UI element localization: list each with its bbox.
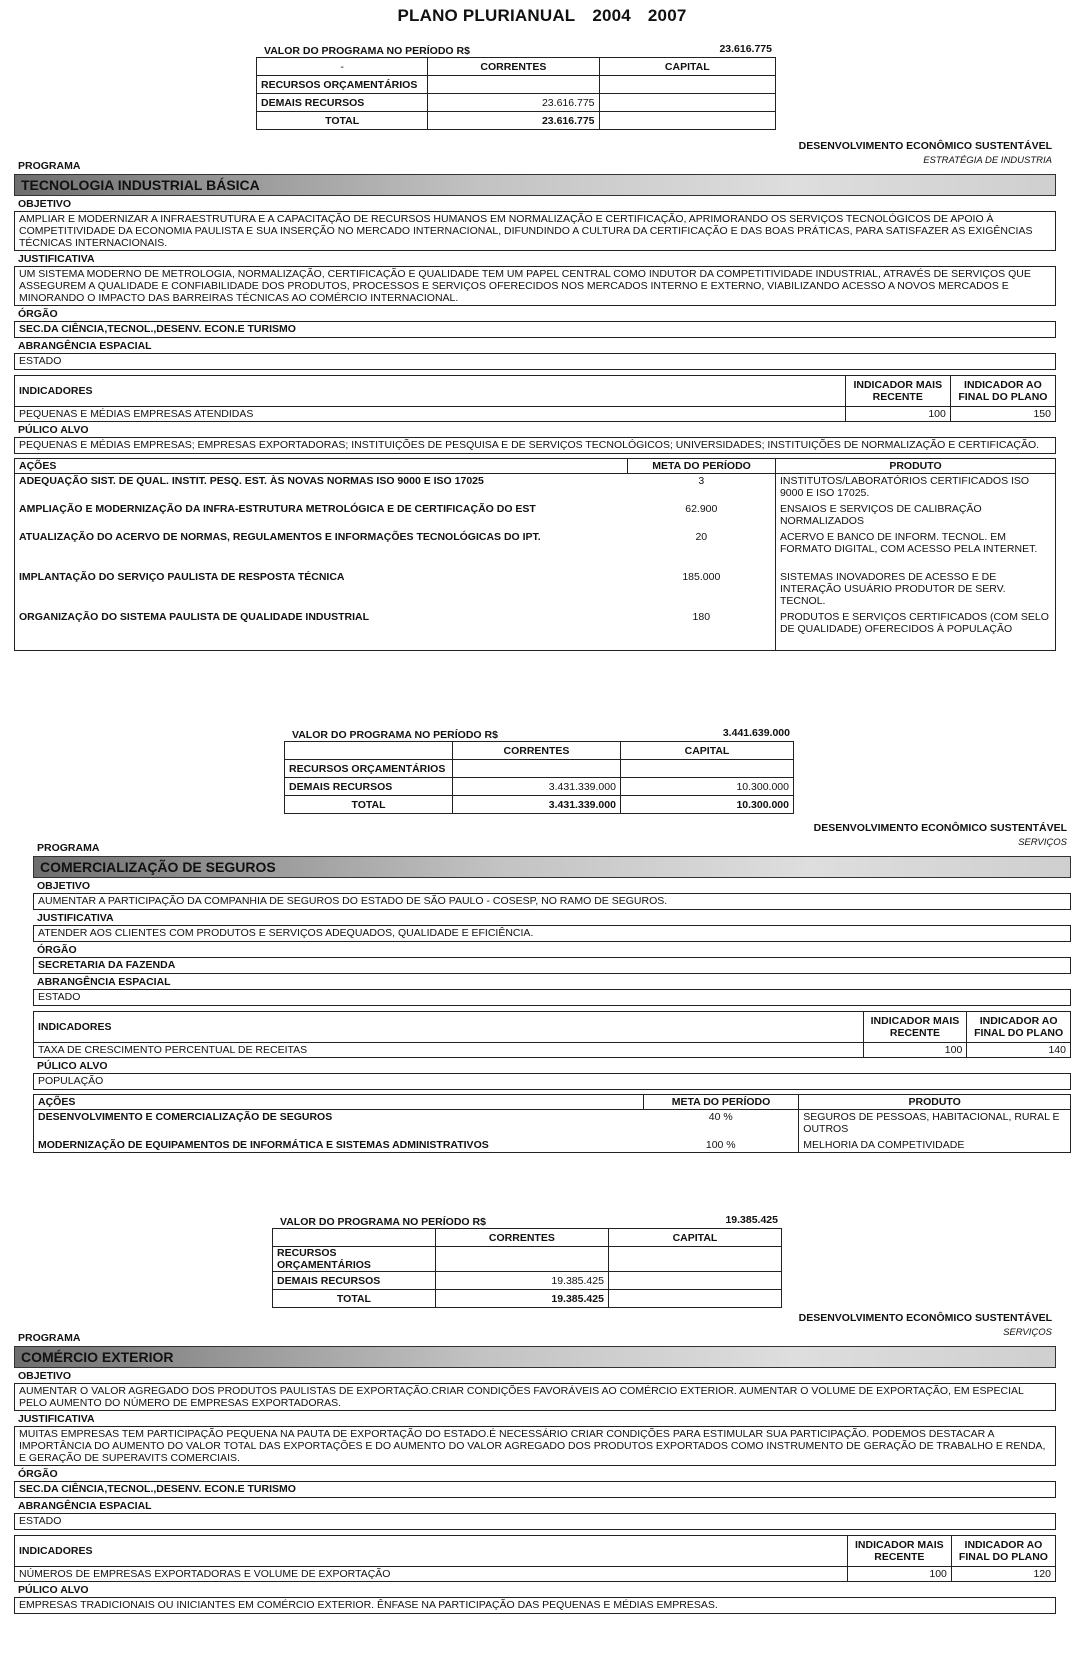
program-name-bar (14, 1346, 1056, 1368)
recursos-orcamentarios-label: RECURSOS ORÇAMENTÁRIOS (285, 760, 453, 778)
total-label: TOTAL (285, 796, 453, 814)
capital-header: CAPITAL (599, 58, 775, 76)
acao-meta: 185.000 (682, 571, 721, 583)
budget-dash (285, 742, 453, 760)
program-name: TECNOLOGIA INDUSTRIAL BÁSICA (21, 177, 260, 193)
publico-alvo-label: PÚLICO ALVO (18, 1584, 89, 1596)
program-subtheme: ESTRATÉGIA DE INDUSTRIA (923, 155, 1052, 166)
abrangencia-label: ABRANGÊNCIA ESPACIAL (18, 1500, 152, 1512)
produto-header: PRODUTO (799, 1095, 1071, 1110)
acoes-table (33, 1094, 1071, 1153)
page-title (0, 6, 1084, 26)
acao-row (15, 530, 1056, 570)
demais-recursos-label: DEMAIS RECURSOS (285, 778, 453, 796)
justificativa-text: ATENDER AOS CLIENTES COM PRODUTOS E SERVIÇOS ADEQUADOS, QUALIDADE E EFICIÊNCIA. (33, 925, 1071, 942)
indicador-recente-header: INDICADOR MAIS RECENTE (847, 1536, 951, 1567)
program-name-bar (33, 856, 1071, 878)
indicador-recente-header: INDICADOR MAIS RECENTE (863, 1012, 967, 1043)
recursos-orcamentarios-label: RECURSOS ORÇAMENTÁRIOS (273, 1247, 436, 1272)
total-capital: 10.300.000 (620, 796, 793, 814)
abrangencia-text: ESTADO (33, 989, 1071, 1006)
program-name: COMÉRCIO EXTERIOR (21, 1349, 174, 1365)
indicador-final-value: 120 (951, 1567, 1055, 1582)
program-section (14, 1312, 1056, 1614)
abrangencia-text: ESTADO (14, 1513, 1056, 1530)
program-section (14, 140, 1056, 651)
indicadores-header: INDICADORES (34, 1012, 864, 1043)
acao-produto: INSTITUTOS/LABORATÓRIOS CERTIFICADOS ISO 9000 E ISO 17025. (775, 474, 1055, 503)
correntes-header: CORRENTES (435, 1229, 608, 1247)
publico-alvo-text: POPULAÇÃO (33, 1073, 1071, 1090)
correntes-header: CORRENTES (428, 58, 599, 76)
acao-meta: 3 (698, 475, 705, 487)
justificativa-text: MUITAS EMPRESAS TEM PARTICIPAÇÃO PEQUENA NA PAUTA DE EXPORTAÇÃO DO ESTADO.É NECESSÁRIO CRIAR CONDIÇÕES PARA ESTIMULAR SUA PARTICIPAÇÃO. PODEMOS DESTACAR A IMPORTÂNCIA DO AUMENTO DO VALOR TOTAL DAS EXPORTAÇÕES E DO AUMENTO DO VALOR AGREGADO DOS PRODUTOS EXPORTADOS COMO INSTRUMENTO DE GERAÇÃO DE TRABALHO E RENDA, E GERAÇÃO DE SUPERAVITS COMERCIAIS. (14, 1426, 1056, 1466)
indicador-name: TAXA DE CRESCIMENTO PERCENTUAL DE RECEITAS (34, 1043, 864, 1058)
objetivo-label: OBJETIVO (18, 1370, 72, 1382)
indicador-name: NÚMEROS DE EMPRESAS EXPORTADORAS E VOLUME DE EXPORTAÇÃO (15, 1567, 848, 1582)
budget-label: VALOR DO PROGRAMA NO PERÍODO R$ (292, 729, 498, 741)
justificativa-text: UM SISTEMA MODERNO DE METROLOGIA, NORMALIZAÇÃO, CERTIFICAÇÃO E QUALIDADE TEM UM PAPEL CENTRAL COMO INDUTOR DA COMPETITIVIDADE INDUSTRIAL, ATRAVÉS DE SERVIÇOS QUE ASSEGUREM A QUALIDADE E CONFIABILIDADE DOS PRODUTOS, PROCESSOS E SERVIÇOS OFERECIDOS NOS MERCADOS INTERNO E EXTERNO, VIABILIZANDO ACESSO A NOVOS MERCADOS E MINORANDO O IMPACTO DAS BARREIRAS TÉCNICAS AO COMÉRCIO INTERNACIONAL. (14, 266, 1056, 306)
total-label: TOTAL (257, 112, 428, 130)
acao-meta: 180 (628, 610, 776, 651)
budget-value: 23.616.775 (719, 43, 772, 55)
orgao-label: ÓRGÃO (18, 1468, 58, 1480)
acao-produto: SEGUROS DE PESSOAS, HABITACIONAL, RURAL E OUTROS (799, 1110, 1071, 1139)
acao-row (15, 502, 1056, 530)
correntes-header: CORRENTES (452, 742, 620, 760)
acao-meta: 62.900 (685, 503, 718, 515)
objetivo-text: AUMENTAR A PARTICIPAÇÃO DA COMPANHIA DE SEGUROS DO ESTADO DE SÃO PAULO - COSESP, NO RAMO DE SEGUROS. (33, 893, 1071, 910)
acao-name: ADEQUAÇÃO SIST. DE QUAL. INSTIT. PESQ. EST. ÀS NOVAS NORMAS ISO 9000 E ISO 17025 (15, 474, 628, 503)
publico-alvo-text: EMPRESAS TRADICIONAIS OU INICIANTES EM COMÉRCIO EXTERIOR. ÊNFASE NA PARTICIPAÇÃO DAS PEQUENAS E MÉDIAS EMPRESAS. (14, 1597, 1056, 1614)
recursos-capital (599, 76, 775, 94)
justificativa-label: JUSTIFICATIVA (18, 1413, 95, 1425)
orgao-label: ÓRGÃO (18, 308, 58, 320)
orgao-label: ÓRGÃO (37, 944, 77, 956)
budget-table (256, 57, 776, 130)
demais-correntes: 19.385.425 (435, 1272, 608, 1290)
capital-header: CAPITAL (620, 742, 793, 760)
acao-row (34, 1110, 1071, 1139)
indicador-final-header: INDICADOR AO FINAL DO PLANO (967, 1012, 1071, 1043)
programa-label: PROGRAMA (18, 160, 81, 172)
indicador-recente-value: 100 (847, 1567, 951, 1582)
total-capital (608, 1290, 781, 1308)
recursos-orcamentarios-label: RECURSOS ORÇAMENTÁRIOS (257, 76, 428, 94)
abrangencia-text: ESTADO (14, 353, 1056, 370)
total-correntes: 23.616.775 (428, 112, 599, 130)
acao-produto: SISTEMAS INOVADORES DE ACESSO E DE INTERAÇÃO USUÁRIO PRODUTOR DE SERV. TECNOL. (775, 570, 1055, 610)
capital-header: CAPITAL (608, 1229, 781, 1247)
acao-name: MODERNIZAÇÃO DE EQUIPAMENTOS DE INFORMÁTICA E SISTEMAS ADMINISTRATIVOS (34, 1138, 644, 1153)
indicadores-header: INDICADORES (15, 376, 846, 407)
program-theme: DESENVOLVIMENTO ECONÔMICO SUSTENTÁVEL (798, 140, 1052, 152)
title-text: PLANO PLURIANUAL (397, 6, 576, 25)
abrangencia-label: ABRANGÊNCIA ESPACIAL (37, 976, 171, 988)
demais-capital (599, 94, 775, 112)
indicadores-table (14, 375, 1056, 422)
objetivo-text: AUMENTAR O VALOR AGREGADO DOS PRODUTOS PAULISTAS DE EXPORTAÇÃO.CRIAR CONDIÇÕES FAVORÁVEIS AO COMÉRCIO EXTERIOR. AUMENTAR O VOLUME DE EXPORTAÇÃO, EM ESPECIAL PELO AUMENTO DO NÚMERO DE EMPRESAS EXPORTADORAS. (14, 1383, 1056, 1411)
abrangencia-label: ABRANGÊNCIA ESPACIAL (18, 340, 152, 352)
budget-label: VALOR DO PROGRAMA NO PERÍODO R$ (264, 45, 470, 57)
total-correntes: 19.385.425 (435, 1290, 608, 1308)
demais-capital: 10.300.000 (620, 778, 793, 796)
acao-name: AMPLIAÇÃO E MODERNIZAÇÃO DA INFRA-ESTRUTURA METROLÓGICA E DE CERTIFICAÇÃO DO EST (15, 502, 628, 530)
program-section (33, 822, 1071, 1153)
acao-name: ORGANIZAÇÃO DO SISTEMA PAULISTA DE QUALIDADE INDUSTRIAL (15, 610, 628, 651)
acoes-header: AÇÕES (34, 1095, 644, 1110)
program-theme: DESENVOLVIMENTO ECONÔMICO SUSTENTÁVEL (798, 1312, 1052, 1324)
indicadores-table (33, 1011, 1071, 1058)
acao-name: DESENVOLVIMENTO E COMERCIALIZAÇÃO DE SEGUROS (34, 1110, 644, 1139)
budget-block (256, 43, 776, 130)
budget-value: 3.441.639.000 (722, 727, 790, 739)
indicador-recente-value: 100 (845, 407, 950, 422)
justificativa-label: JUSTIFICATIVA (37, 912, 114, 924)
recursos-correntes (428, 76, 599, 94)
acao-row (15, 474, 1056, 503)
acao-row (15, 610, 1056, 651)
acao-name: IMPLANTAÇÃO DO SERVIÇO PAULISTA DE RESPOSTA TÉCNICA (15, 570, 628, 610)
acao-row (15, 570, 1056, 610)
budget-block (272, 1214, 782, 1308)
acao-meta: 20 (695, 531, 708, 543)
budget-label: VALOR DO PROGRAMA NO PERÍODO R$ (280, 1216, 486, 1228)
total-capital (599, 112, 775, 130)
demais-recursos-label: DEMAIS RECURSOS (273, 1272, 436, 1290)
recursos-capital (620, 760, 793, 778)
program-name-bar (14, 174, 1056, 196)
indicador-final-value: 140 (967, 1043, 1071, 1058)
acao-row (34, 1138, 1071, 1153)
program-subtheme: SERVIÇOS (1018, 837, 1067, 848)
acoes-header: AÇÕES (15, 459, 628, 474)
objetivo-text: AMPLIAR E MODERNIZAR A INFRAESTRUTURA E A CAPACITAÇÃO DE RECURSOS HUMANOS EM NORMALIZAÇÃO E CERTIFICAÇÃO, APRIMORANDO OS SERVIÇOS TECNOLÓGICOS DE APOIO À COMPETITIVIDADE DA ECONOMIA PAULISTA E SUA INSERÇÃO NO MERCADO INTERNACIONAL, DIFUNDINDO A CULTURA DA CERTIFICAÇÃO E DAS BOAS PRÁTICAS, PARA SATISFAZER AS EXIGÊNCIAS TÉCNICAS INTERNACIONAIS. (14, 211, 1056, 251)
publico-alvo-label: PÚLICO ALVO (37, 1060, 108, 1072)
indicadores-header: INDICADORES (15, 1536, 848, 1567)
acao-name: ATUALIZAÇÃO DO ACERVO DE NORMAS, REGULAMENTOS E INFORMAÇÕES TECNOLÓGICAS DO IPT. (15, 530, 628, 570)
acao-meta: 40 % (708, 1111, 733, 1123)
indicador-final-value: 150 (950, 407, 1055, 422)
indicador-final-header: INDICADOR AO FINAL DO PLANO (950, 376, 1055, 407)
demais-correntes: 3.431.339.000 (452, 778, 620, 796)
indicador-recente-header: INDICADOR MAIS RECENTE (845, 376, 950, 407)
orgao-text: SEC.DA CIÊNCIA,TECNOL.,DESENV. ECON.E TURISMO (14, 321, 1056, 338)
total-correntes: 3.431.339.000 (452, 796, 620, 814)
justificativa-label: JUSTIFICATIVA (18, 253, 95, 265)
acao-produto: PRODUTOS E SERVIÇOS CERTIFICADOS (COM SELO DE QUALIDADE) OFERECIDOS À POPULAÇÃO (775, 610, 1055, 651)
demais-correntes: 23.616.775 (428, 94, 599, 112)
produto-header: PRODUTO (775, 459, 1055, 474)
recursos-capital (608, 1247, 781, 1272)
acao-meta: 100 % (643, 1138, 799, 1153)
acoes-table (14, 458, 1056, 651)
acao-produto: ACERVO E BANCO DE INFORM. TECNOL. EM FORMATO DIGITAL, COM ACESSO PELA INTERNET. (775, 530, 1055, 570)
demais-capital (608, 1272, 781, 1290)
orgao-text: SECRETARIA DA FAZENDA (33, 957, 1071, 974)
budget-table (284, 741, 794, 814)
indicador-name: PEQUENAS E MÉDIAS EMPRESAS ATENDIDAS (15, 407, 846, 422)
budget-block (284, 727, 794, 814)
total-label: TOTAL (273, 1290, 436, 1308)
program-name: COMERCIALIZAÇÃO DE SEGUROS (40, 859, 276, 875)
objetivo-label: OBJETIVO (18, 198, 72, 210)
recursos-correntes (452, 760, 620, 778)
program-theme: DESENVOLVIMENTO ECONÔMICO SUSTENTÁVEL (813, 822, 1067, 834)
meta-header: META DO PERÍODO (643, 1095, 799, 1110)
indicadores-table (14, 1535, 1056, 1582)
budget-dash: - (257, 58, 428, 76)
demais-recursos-label: DEMAIS RECURSOS (257, 94, 428, 112)
orgao-text: SEC.DA CIÊNCIA,TECNOL.,DESENV. ECON.E TURISMO (14, 1481, 1056, 1498)
objetivo-label: OBJETIVO (37, 880, 91, 892)
budget-value: 19.385.425 (725, 1214, 778, 1226)
meta-header: META DO PERÍODO (628, 459, 776, 474)
acao-produto: ENSAIOS E SERVIÇOS DE CALIBRAÇÃO NORMALIZADOS (775, 502, 1055, 530)
recursos-correntes (435, 1247, 608, 1272)
programa-label: PROGRAMA (37, 842, 100, 854)
budget-dash (273, 1229, 436, 1247)
indicador-final-header: INDICADOR AO FINAL DO PLANO (951, 1536, 1055, 1567)
publico-alvo-label: PÚLICO ALVO (18, 424, 89, 436)
publico-alvo-text: PEQUENAS E MÉDIAS EMPRESAS; EMPRESAS EXPORTADORAS; INSTITUIÇÕES DE PESQUISA E DE SERVIÇOS TECNOLÓGICOS; UNIVERSIDADES; INSTITUIÇÕES DE NORMALIZAÇÃO E CERTIFICAÇÃO. (14, 437, 1056, 454)
title-year-end: 2007 (647, 6, 687, 25)
acao-produto: MELHORIA DA COMPETIVIDADE (799, 1138, 1071, 1153)
programa-label: PROGRAMA (18, 1332, 81, 1344)
program-subtheme: SERVIÇOS (1003, 1327, 1052, 1338)
title-year-start: 2004 (592, 6, 631, 25)
budget-table (272, 1228, 782, 1308)
indicador-recente-value: 100 (863, 1043, 967, 1058)
